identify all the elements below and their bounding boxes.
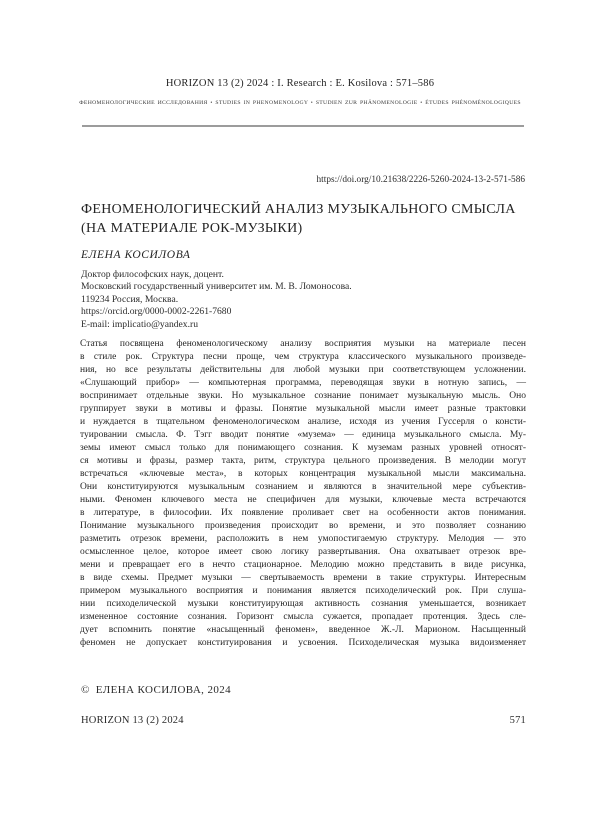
abstract-line: и нуждается в тщательном феноменологическом анализе, исходя из учения Гуссерля о консти- (80, 417, 526, 427)
abstract-line: воспринимает отдельные звуки. Но музыкальное сознание понимает музыкальную мысль. Оно (80, 391, 526, 401)
footer-journal: HORIZON 13 (2) 2024 (81, 715, 184, 726)
doi-link[interactable]: https://doi.org/10.21638/2226-5260-2024-13-2-571-586 (316, 175, 525, 185)
abstract-line: ными. Феномен ключевого места не специфичен для музыки, ключевые места встречаются (80, 495, 526, 505)
abstract-line: туировании смысла. Ф. Тэгг вводит понятие «музема» — единица музыкального смысла. Му- (80, 430, 526, 440)
abstract-line: в виде схемы. Предмет музыки — свертываемость времени в такие структуры. Интересным (80, 573, 526, 583)
abstract-line: Статья посвящена феноменологическому анализу восприятия музыки на материале песен (80, 339, 526, 349)
abstract-line: нии психоделической музыки конституирующая активность сознания уменьшается, возникает (80, 599, 526, 609)
abstract-text (80, 338, 526, 650)
abstract-line: земы имеют смысл только для понимающего сознания. К муземам разных уровней относят- (80, 443, 526, 453)
abstract-line: феномен не допускает конституирования и усвоения. Психоделическая музыка видоизменяет (80, 638, 526, 648)
abstract-line: группирует звуки в мотивы и фразы. Понятие музыкальной мысли имеет разные трактовки (80, 404, 526, 414)
header-divider (82, 125, 524, 127)
abstract-line: в стиле рок. Структура песни проще, чем структура классического музыкального произведе- (80, 352, 526, 362)
copyright-icon: © (81, 684, 90, 696)
abstract-line: разметить отрезок времени, расположить в нем умопостигаемую структуру. Мелодия — это (80, 534, 526, 544)
footer-page-number: 571 (509, 715, 526, 726)
abstract-line: мени и превращает его в нечто стационарное. Мелодию можно представить в виде рисунка, (80, 560, 526, 570)
article-title: ФЕНОМЕНОЛОГИЧЕСКИЙ АНАЛИЗ МУЗЫКАЛЬНОГО СМЫСЛА (НА МАТЕРИАЛЕ РОК-МУЗЫКИ) (81, 202, 516, 236)
abstract-line: Они конституируются музыкальным сознанием и являются в значительной мере субъектив- (80, 482, 526, 492)
orcid-link[interactable]: https://orcid.org/0000-0002-2261-7680 (81, 306, 232, 318)
abstract-line: Понимание музыкального произведения происходит во времени, и это позволяет сознанию (80, 521, 526, 531)
abstract-line: «Слушающий прибор» — компьютерная программа, переводящая звуки в нотную запись, — (80, 378, 526, 388)
email-link[interactable]: E-mail: implicatio@yandex.ru (81, 318, 198, 330)
abstract-line: осмысленное целое, которое имеет свою логику развертывания. Она охватывает отрезок вре- (80, 547, 526, 557)
abstract-line: ся мотивы и фразы, размер такта, ритм, структура цельного произведения. В мелодии могут (80, 456, 526, 466)
author-address: 119234 Россия, Москва. (81, 293, 179, 305)
abstract-line: в литературе, в философии. Их появление проливает свет на особенности актов понимания. (80, 508, 526, 518)
abstract-line: дует вспомнить понятие «насыщенный феномен», введенное Ж.-Л. Марионом. Насыщенный (80, 625, 526, 635)
running-head: HORIZON 13 (2) 2024 : I. Research : E. Kosilova : 571–586 (165, 78, 435, 89)
abstract-line: измененное состояние сознания. Горизонт смысла сужается, пропадает протенция. Здесь сле- (80, 612, 526, 622)
author-university: Московский государственный университет им. М. В. Ломоносова. (81, 281, 352, 293)
abstract-line: ния, но все результаты действительны для любой музыки при соответствующем усложнении. (80, 365, 526, 375)
copyright-text: ЕЛЕНА КОСИЛОВА, 2024 (95, 684, 232, 696)
author-name: ЕЛЕНА КОСИЛОВА (81, 249, 191, 261)
journal-series-line: ФЕНОМЕНОЛОГИЧЕСКИЕ ИССЛЕДОВАНИЯ • STUDIES IN PHENOMENOLOGY • STUDIEN ZUR PHÄNOMENOLOGIE • ÉTUDES PHÉNOMÉNOLOGIQUES (79, 100, 521, 106)
author-degree: Доктор философских наук, доцент. (81, 269, 224, 280)
abstract-line: примером музыкального восприятия и понимания является психоделический рок. При слуша- (80, 586, 526, 596)
copyright-line (81, 684, 231, 696)
page-footer (81, 715, 526, 726)
author-affiliation-block (81, 269, 526, 331)
abstract-line: встречаться «ключевые места», в которых концентрация музыкальной мысли максимальна. (80, 469, 526, 479)
